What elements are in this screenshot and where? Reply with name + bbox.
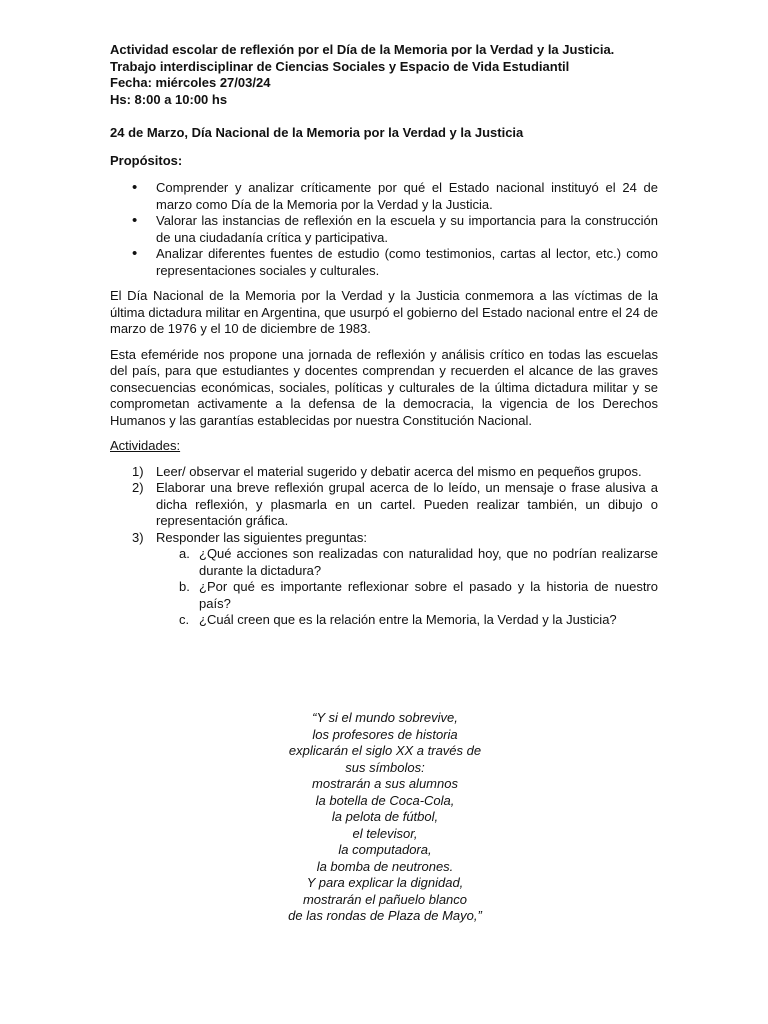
purpose-item: • Comprender y analizar críticamente por qué el Estado nacional instituyó el 24 de marzo como Día de la Memoria por la Verdad y la Justicia. bbox=[110, 180, 658, 213]
poem-line: los profesores de historia bbox=[312, 726, 458, 742]
poem-line: la pelota de fútbol, bbox=[331, 809, 439, 824]
poem-line: la botella de Coca-Cola, bbox=[315, 792, 455, 808]
question-text: ¿Cuál creen que es la relación entre la Memoria, la Verdad y la Justicia? bbox=[199, 612, 617, 627]
question-item bbox=[110, 546, 658, 579]
question-letter: c. bbox=[179, 612, 190, 627]
section-title: 24 de Marzo, Día Nacional de la Memoria por la Verdad y la Justicia bbox=[110, 125, 524, 140]
activity-number: 1) bbox=[132, 463, 144, 479]
ephemeris-paragraph: Esta efeméride nos propone una jornada de reflexión y análisis crítico en todas las escuelas del país, para que estudiantes y docentes comprendan y recuerden el alcance de las graves consecuencias económicas, sociales, políticas y culturales de la última dictadura militar y se comprometan activamente a la defensa de la democracia, la vigencia de los Derechos Humanos y las garantías establecidas por nuestra Constitución Nacional. bbox=[110, 346, 658, 428]
question-text: ¿Por qué es importante reflexionar sobre el pasado y la historia de nuestro país? bbox=[199, 579, 658, 611]
poem-line: mostrarán el pañuelo blanco bbox=[302, 891, 468, 907]
activity-number: 3) bbox=[132, 529, 144, 545]
purposes-list bbox=[110, 180, 658, 279]
intro-paragraph: El Día Nacional de la Memoria por la Verdad y la Justicia conmemora a las víctimas de la última dictadura militar en Argentina, que usurpó el gobierno del Estado nacional entre el 24 de marzo de 1976 y el 10 de diciembre de 1983. bbox=[110, 288, 658, 336]
purposes-label: Propósitos: bbox=[110, 152, 183, 168]
activity-item bbox=[110, 530, 658, 629]
poem-line: el televisor, bbox=[352, 825, 418, 841]
poem-quote bbox=[200, 710, 570, 925]
question-item bbox=[110, 579, 658, 612]
header-subject: Trabajo interdisciplinar de Ciencias Sociales y Espacio de Vida Estudiantil bbox=[110, 58, 570, 74]
poem-line: la bomba de neutrones. bbox=[316, 858, 454, 874]
activity-number: 2) bbox=[132, 480, 144, 495]
activities-list bbox=[110, 464, 658, 629]
activity-text: Leer/ observar el material sugerido y debatir acerca del mismo en pequeños grupos. bbox=[156, 463, 642, 479]
question-text: ¿Qué acciones son realizadas con naturalidad hoy, que no podrían realizarse durante la dictadura? bbox=[199, 546, 658, 578]
document-page bbox=[110, 42, 658, 629]
activities-label: Actividades: bbox=[110, 438, 181, 453]
question-letter: a. bbox=[179, 546, 190, 561]
poem-line: “Y si el mundo sobrevive, bbox=[312, 710, 458, 725]
questions-list bbox=[156, 546, 658, 629]
activity-text: Responder las siguientes preguntas: bbox=[156, 529, 368, 545]
document-header bbox=[110, 42, 658, 108]
poem-line: de las rondas de Plaza de Mayo,” bbox=[288, 908, 482, 923]
header-time: Hs: 8:00 a 10:00 hs bbox=[110, 91, 228, 107]
poem-line: explicarán el siglo XX a través de bbox=[288, 743, 482, 758]
purpose-item: • Valorar las instancias de reflexión en la escuela y su importancia para la construcción de una ciudadanía crítica y participativa. bbox=[110, 213, 658, 246]
question-item bbox=[110, 612, 658, 629]
activity-item bbox=[110, 464, 658, 481]
header-date: Fecha: miércoles 27/03/24 bbox=[110, 75, 271, 90]
activity-text: Elaborar una breve reflexión grupal acerca de lo leído, un mensaje o frase alusiva a dicha reflexión, y plasmarla en un cartel. Pueden realizar también, un dibujo o representación gráfica. bbox=[156, 480, 658, 528]
activity-item bbox=[110, 480, 658, 530]
poem-line: la computadora, bbox=[338, 842, 432, 857]
question-letter: b. bbox=[179, 579, 190, 594]
poem-line: Y para explicar la dignidad, bbox=[306, 875, 464, 890]
poem-line: mostrarán a sus alumnos bbox=[312, 776, 458, 791]
header-activity-title: Actividad escolar de reflexión por el Día de la Memoria por la Verdad y la Justicia. bbox=[110, 42, 615, 57]
poem-line: sus símbolos: bbox=[345, 759, 425, 775]
purpose-item: • Analizar diferentes fuentes de estudio (como testimonios, cartas al lector, etc.) como representaciones sociales y culturales. bbox=[110, 246, 658, 279]
